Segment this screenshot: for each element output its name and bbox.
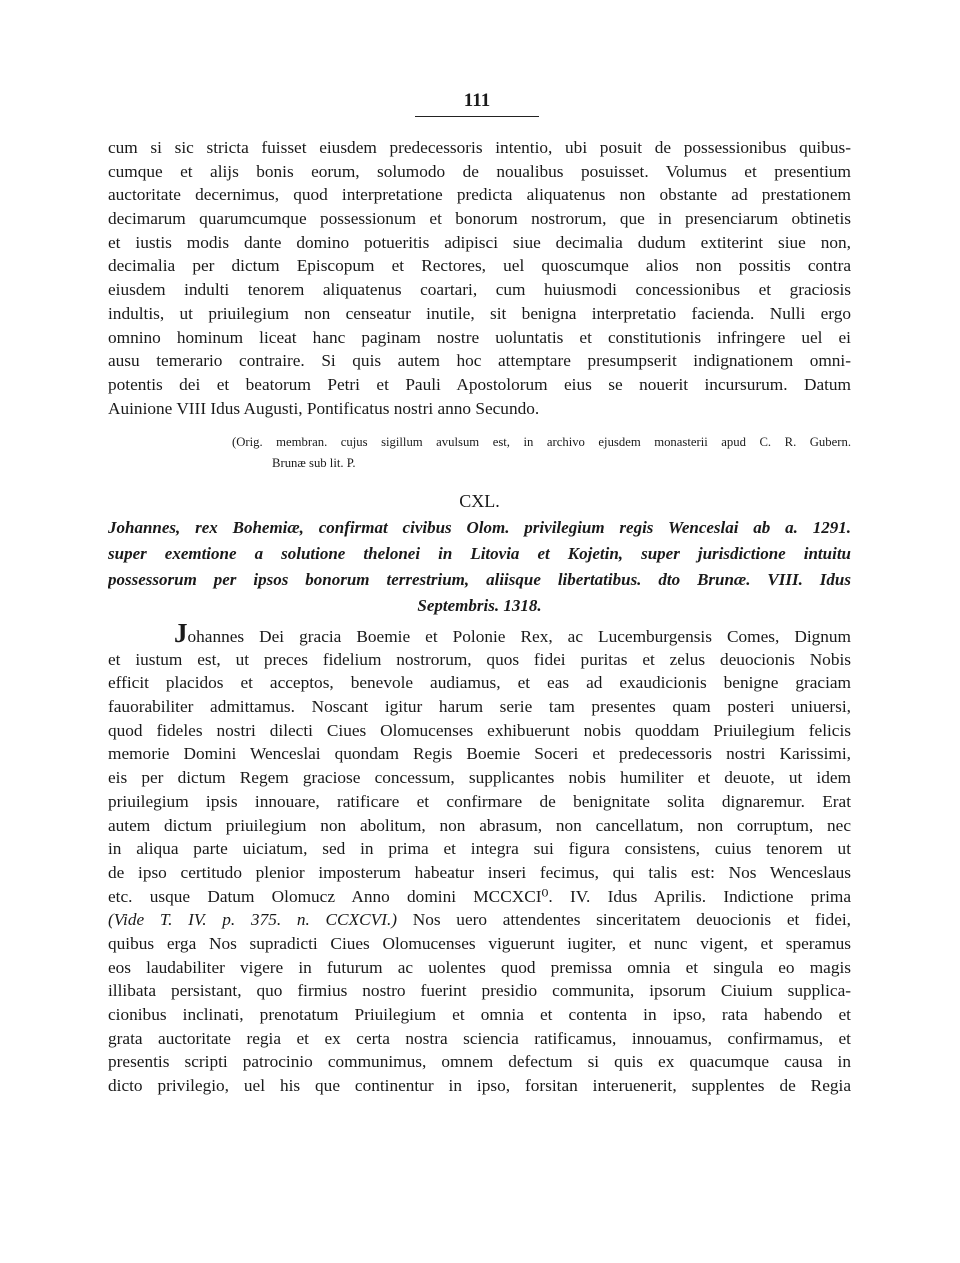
text-line: priuilegium ipsis innouare, ratificare et confirmare de benignitate solita dignaremur. Erat	[108, 791, 851, 811]
text-line: eis per dictum Regem graciose concessum, supplicantes nobis humiliter et deuote, ut idem	[108, 768, 851, 788]
text-line: cumque et alijs bonis eorum, solumodo de noualibus posuisset. Volumus et presentium	[108, 161, 851, 181]
text-line: de ipso certitudo plenior imposterum habeatur inseri fecimus, qui talis est: Nos Wenceslaus	[108, 862, 851, 882]
document-body-text	[108, 624, 851, 1098]
text-line: decimarum quarumcumque possessionum et bonorum nostrorum, que in presenciarum obtinetis	[108, 209, 851, 229]
summary-line: possessorum per ipsos bonorum terrestrium, aliisque libertatibus. dto Brunæ. VIII. Idus	[108, 570, 851, 589]
source-note-line: Brunæ sub lit. P.	[272, 456, 356, 470]
source-note-line: (Orig. membran. cujus sigillum avulsum est, in archivo ejusdem monasterii apud C. R. Gubern.	[232, 435, 851, 449]
text-line: efficit placidos et acceptos, benevole audiamus, et eas ad exaudicionis benigne graciam	[108, 673, 851, 693]
text-line: cionibus inclinati, prenotatum Priuilegium et omnia et contenta in ipso, rata habendo et	[108, 1005, 851, 1024]
text-line: cum si sic stricta fuisset eiusdem predecessoris intentio, ubi posuit de possessionibus quibus-	[108, 138, 851, 157]
summary-line: Septembris. 1318.	[417, 596, 542, 615]
text-line: illibata persistant, quo firmius nostro fuerint presidio communita, ipsorum Ciuium supplica-	[108, 981, 851, 1001]
summary-line: super exemtione a solutione thelonei in Litovia et Kojetin, super jurisdictione intuitu	[108, 544, 851, 563]
text-line: Auinione VIII Idus Augusti, Pontificatus nostri anno Secundo.	[108, 398, 540, 418]
text-line: autem dictum priuilegium non abolitum, non abrasum, non cancellatum, non corruptum, nec	[108, 815, 851, 835]
text-line: eos laudabiliter vigere in futurum ac uolentes quod premissa omnia et singula eo magis	[108, 957, 851, 977]
text-line: etc. usque Datum Olomucz Anno domini MCCXCI⁰. IV. Idus Aprilis. Indictione prima	[108, 886, 851, 906]
text-line: indultis, ut priuilegium non censeatur inutile, sit benigna interpretatio facienda. Nulli ergo	[108, 303, 851, 323]
text-line: ausu temerario contraire. Si quis autem hoc attemptare presumpserit indignationem omni-	[108, 351, 851, 371]
text-line: auctoritate decernimus, quod interpretatione predicta aliquatenus non obstante ad prestationem	[108, 185, 851, 205]
document-number: CXL.	[459, 491, 500, 511]
volume-reference: (Vide T. IV. p. 375. n. CCXCVI.)	[108, 910, 398, 930]
text-line: omnino hominum liceat hanc paginam nostre uoluntatis et constitutionis infringere uel ei	[108, 327, 851, 347]
header-rule	[415, 116, 539, 117]
text-line: quibus erga Nos supradicti Ciues Olomucenses viguerunt iugiter, et nunc vigent, et speramus	[108, 933, 851, 953]
initial-letter: J	[174, 624, 188, 648]
first-line	[108, 624, 851, 648]
text-line: grata auctoritate regia et ex certa nostra sciencia ratificamus, innouamus, confirmamus, et	[108, 1028, 851, 1048]
summary-line: Johannes, rex Bohemiæ, confirmat civibus Olom. privilegium regis Wenceslai ab a. 1291.	[108, 518, 851, 537]
text-line: quod fideles nostri dilecti Ciues Olomucenses exhibuerunt nobis quoddam Priuilegium felicis	[108, 720, 851, 740]
document-summary	[108, 515, 851, 619]
text-line: eiusdem indulti tenorem aliquatenus coartari, cum huiusmodi concessionibus et graciosis	[108, 280, 851, 300]
text-line: potentis dei et beatorum Petri et Pauli Apostolorum eius se nouerit incursurum. Datum	[108, 374, 851, 394]
first-line-text: ohannes Dei gracia Boemie et Polonie Rex, ac Lucemburgensis Comes, Dignum	[187, 627, 851, 646]
text-line: et iustis modis dante domino potueritis adipisci siue decimalia dudum extiterint siue non,	[108, 232, 851, 252]
text-line: decimalia per dictum Episcopum et Rectores, uel quoscumque alios non possitis contra	[108, 256, 851, 276]
previous-document-text	[108, 136, 851, 420]
page-number: 111	[463, 90, 491, 111]
reference-line-text: Nos uero attendentes sinceritatem deuocionis et fidei,	[397, 910, 851, 930]
source-note	[232, 432, 851, 474]
text-line: presentis scripti patrocinio communimus, omnem defectum si quis ex quacumque causa in	[108, 1052, 851, 1072]
reference-line	[108, 908, 851, 932]
text-line: in aliqua parte uiciatum, sed in prima et integra sui figura consistens, cuius tenorem ut	[108, 839, 851, 859]
text-line: et iustum est, ut preces fidelium nostrorum, quos fidei puritas et zelus deuocionis Nobis	[108, 649, 851, 669]
text-line: fauorabiliter admittamus. Noscant igitur harum serie tam presentes quam posteri uniuersi,	[108, 697, 851, 717]
text-line: memorie Domini Wenceslai quondam Regis Boemie Soceri et predecessoris nostri Karissimi,	[108, 744, 851, 764]
text-line: dicto privilegio, uel his que continentur in ipso, forsitan interuenerit, supplentes de Regia	[108, 1076, 851, 1096]
